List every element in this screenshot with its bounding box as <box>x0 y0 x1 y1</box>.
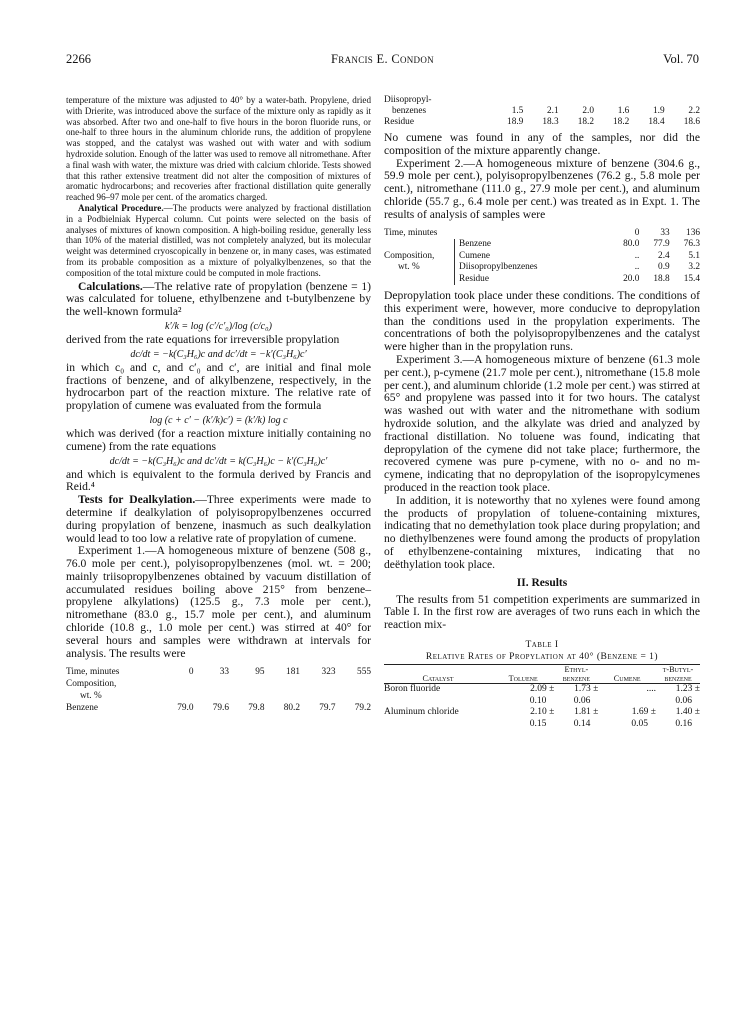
table-row: Diisopropylbenzenes .. 0.9 3.2 <box>384 262 700 274</box>
table-row: Diisopropyl- <box>384 95 432 105</box>
table-row: Time, minutes 0 33 95 181 323 555 <box>66 667 371 678</box>
table-row: 0.15 0.14 0.05 0.16 <box>529 718 692 729</box>
calculations-paragraph: Calculations.—The relative rate of propylation (benzene = 1) was calculated for toluene, ethylbenzene and t-butylbenzene by the well-known formula² <box>66 279 371 319</box>
right-column <box>384 95 700 730</box>
no-cumene-paragraph: No cumene was found in any of the samples, nor did the composition of the mixture apparently change. <box>384 131 700 157</box>
table-row: Composition, <box>66 679 117 690</box>
experiment-1-table-continued <box>384 95 700 128</box>
analytical-procedure-paragraph: Analytical Procedure.—The products were analyzed by fractional distillation in a Podbielniak Hypercal column. Cut points were selected on the basis of analyses of mixtures of known composition. A high-boiling residue, generally less than 10% of the material distilled, was not completely analyzed, but its molecular weight was determined cryoscopically in benzene or, in many cases, was estimated from its probable composition as a mixture of polyalkylbenzenes, so that the composition of the total mixture could be computed in mole fractions. <box>66 202 371 278</box>
table-caption: Relative Rates of Propylation at 40° (Benzene = 1) <box>425 652 659 662</box>
equation-4: dc/dt = −k(C₃H₆)c and dc′/dt = k(C₃H₆)c − k′(C₃H₆)c′ <box>109 455 328 467</box>
table-row: Residue 20.0 18.8 15.4 <box>384 274 700 286</box>
experiment-1-table <box>66 666 371 714</box>
table-label: Table I <box>525 640 559 650</box>
volume-label: Vol. 70 <box>663 52 699 66</box>
table-row: Composition, wt. % Benzene 80.0 77.9 76.3 <box>384 239 700 273</box>
in-which-paragraph: in which c₀ and c, and c′₀ and c′, are initial and final mole fractions of benzene, and of alkylbenzene, respectively, in the hydrocarbon part of the reaction mixture. The relative rate of propylation of cumene was evaluated from the formula <box>66 360 371 413</box>
table-row: wt. % <box>80 691 102 702</box>
experiment-1-paragraph: Experiment 1.—A homogeneous mixture of benzene (508 g., 76.0 mole per cent.), polyisopropylbenzenes (mol. wt. = 200; mainly triisopropylbenzenes obtained by vacuum distillation of accumulated residues boiling above 215° from benzene–propylene alkylations) (125.5 g., 7.3 mole per cent.), nitromethane (83.0 g., 15.7 mole per cent.), and aluminum chloride (10.8 g., 1.0 mole per cent.) was stirred at 40° for several hours and samples were withdrawn at intervals for analysis. The results were <box>66 544 371 660</box>
dealkylation-tests-paragraph: Tests for Dealkylation.—Three experiments were made to determine if dealkylation of polyisopropylbenzenes occurred during propylation of benzene, inasmuch as such dealkylation would lead to too low a relative rate of propylation of cumene. <box>66 493 371 545</box>
table-row: Cumene .. 2.4 5.1 <box>384 251 700 263</box>
table-row: Boron fluoride 2.09 ± 1.73 ± .... 1.23 ± <box>384 684 700 694</box>
experiment-2-paragraph: Experiment 2.—A homogeneous mixture of benzene (304.6 g., 59.9 mole per cent.), polyisopropylbenzenes (76.2 g., 5.8 mole per cent.), nitromethane (111.0 g., 27.9 mole per cent.), and aluminum chloride (55.7 g., 6.4 mole per cent.) was treated as in Expt. 1. The results of analysis of samples were <box>384 156 700 221</box>
experiment-3-paragraph: Experiment 3.—A homogeneous mixture of benzene (61.3 mole per cent.), p-cymene (21.7 mole per cent.), nitromethane (15.8 mole per cent.), and aluminum chloride (1.2 mole per cent.) was stirred at 65° and propylene was passed into it for two hours. The catalyst was washed out with water and the nitromethane with sodium hydroxide solution, and the alkylate was dried and analyzed by fractional distillation. No toluene was found, indicating that depropylation of the cymene did not take place; furthermore, the recovered cymene was pure p-cymene, with no o- and no m-cymene, indicating that no depropylation of the isopropylcymenes produced in the reaction took place. <box>384 353 700 495</box>
left-column <box>66 95 371 714</box>
derived-paragraph: derived from the rate equations for irreversible propylation <box>66 332 340 346</box>
time-label: Time, minutes <box>66 667 120 678</box>
equation-1: k′/k = log (c′/c′₀)/log (c/c₀) <box>165 320 272 332</box>
equation-3: log (c + c′ − (k′/k)c′) = (k′/k) log c <box>149 414 288 426</box>
addition-paragraph: In addition, it is noteworthy that no xylenes were found among the products of propylation of toluene-containing mixtures, indicating that no demethylation took place during propylation; and no diethylbenzenes were found among the products of propylation of ethylbenzene-containing mixtures, indicating that no deëthylation took place. <box>384 493 700 571</box>
equation-2: dc/dt = −k(C₃H₆)c and dc′/dt = −k′(C₃H₆)c′ <box>130 348 307 360</box>
table-1 <box>384 664 700 730</box>
table-row: Aluminum chloride 2.10 ± 1.81 ± 1.69 ± 1.40 ± <box>384 707 700 717</box>
experimental-paragraph: temperature of the mixture was adjusted to 40° by a water-bath. Propylene, dried with Drierite, was introduced above the surface of the mixture only as rapidly as it was absorbed. After two and one-half to five hours in the boron fluoride runs, or one-half to three hours in the aluminum chloride runs, the addition of propylene was stopped, and the catalyst was washed out with water and with sodium hydroxide solution. Enough of the latter was used to remove all nitromethane. After a final wash with water, the mixture was dried with calcium chloride. Tests showed that this rather extensive treatment did not alter the composition of mixtures of aromatic hydrocarbons; and recoveries after fractional distillation quite generally reached 96–97 mole per cent. of the aromatics charged. <box>66 95 371 203</box>
calculations-heading: Calculations. <box>78 279 143 293</box>
analytical-heading: Analytical Procedure. <box>78 202 164 213</box>
table-row: Benzene 79.0 79.6 79.8 80.2 79.7 79.2 <box>66 703 371 714</box>
author-name: Francis E. Condon <box>331 52 434 66</box>
table-header-row: Catalyst Toluene Ethyl-benzene Cumene t-Butyl-benzene <box>384 665 700 684</box>
table-row: Residue 18.9 18.3 18.2 18.2 18.4 18.6 <box>384 117 700 127</box>
equivalent-paragraph: and which is equivalent to the formula derived by Francis and Reid.⁴ <box>66 467 371 494</box>
results-heading: II. Results <box>516 576 568 589</box>
page-number: 2266 <box>66 52 91 66</box>
depropylation-paragraph: Depropylation took place under these conditions. The conditions of this experiment were, however, more conducive to depropylation than the conditions used in the propylation experiments. The concentrations of both the polyisopropylbenzenes and the catalyst were higher than in the propylation runs. <box>384 289 700 354</box>
table-row: Time, minutes 0 33 136 <box>384 227 700 238</box>
running-header <box>66 52 699 68</box>
table-row: benzenes 1.5 2.1 2.0 1.6 1.9 2.2 <box>392 106 700 116</box>
experiment-2-table <box>384 228 700 286</box>
which-derived-paragraph: which was derived (for a reaction mixture initially containing no cumene) from the rate equations <box>66 426 371 453</box>
table-row: 0.10 0.06 0.06 <box>529 695 692 706</box>
dealkylation-heading: Tests for Dealkylation. <box>78 493 196 507</box>
results-paragraph: The results from 51 competition experiments are summarized in Table I. In the first row are averages of two runs each in which the reaction mix- <box>384 592 700 632</box>
